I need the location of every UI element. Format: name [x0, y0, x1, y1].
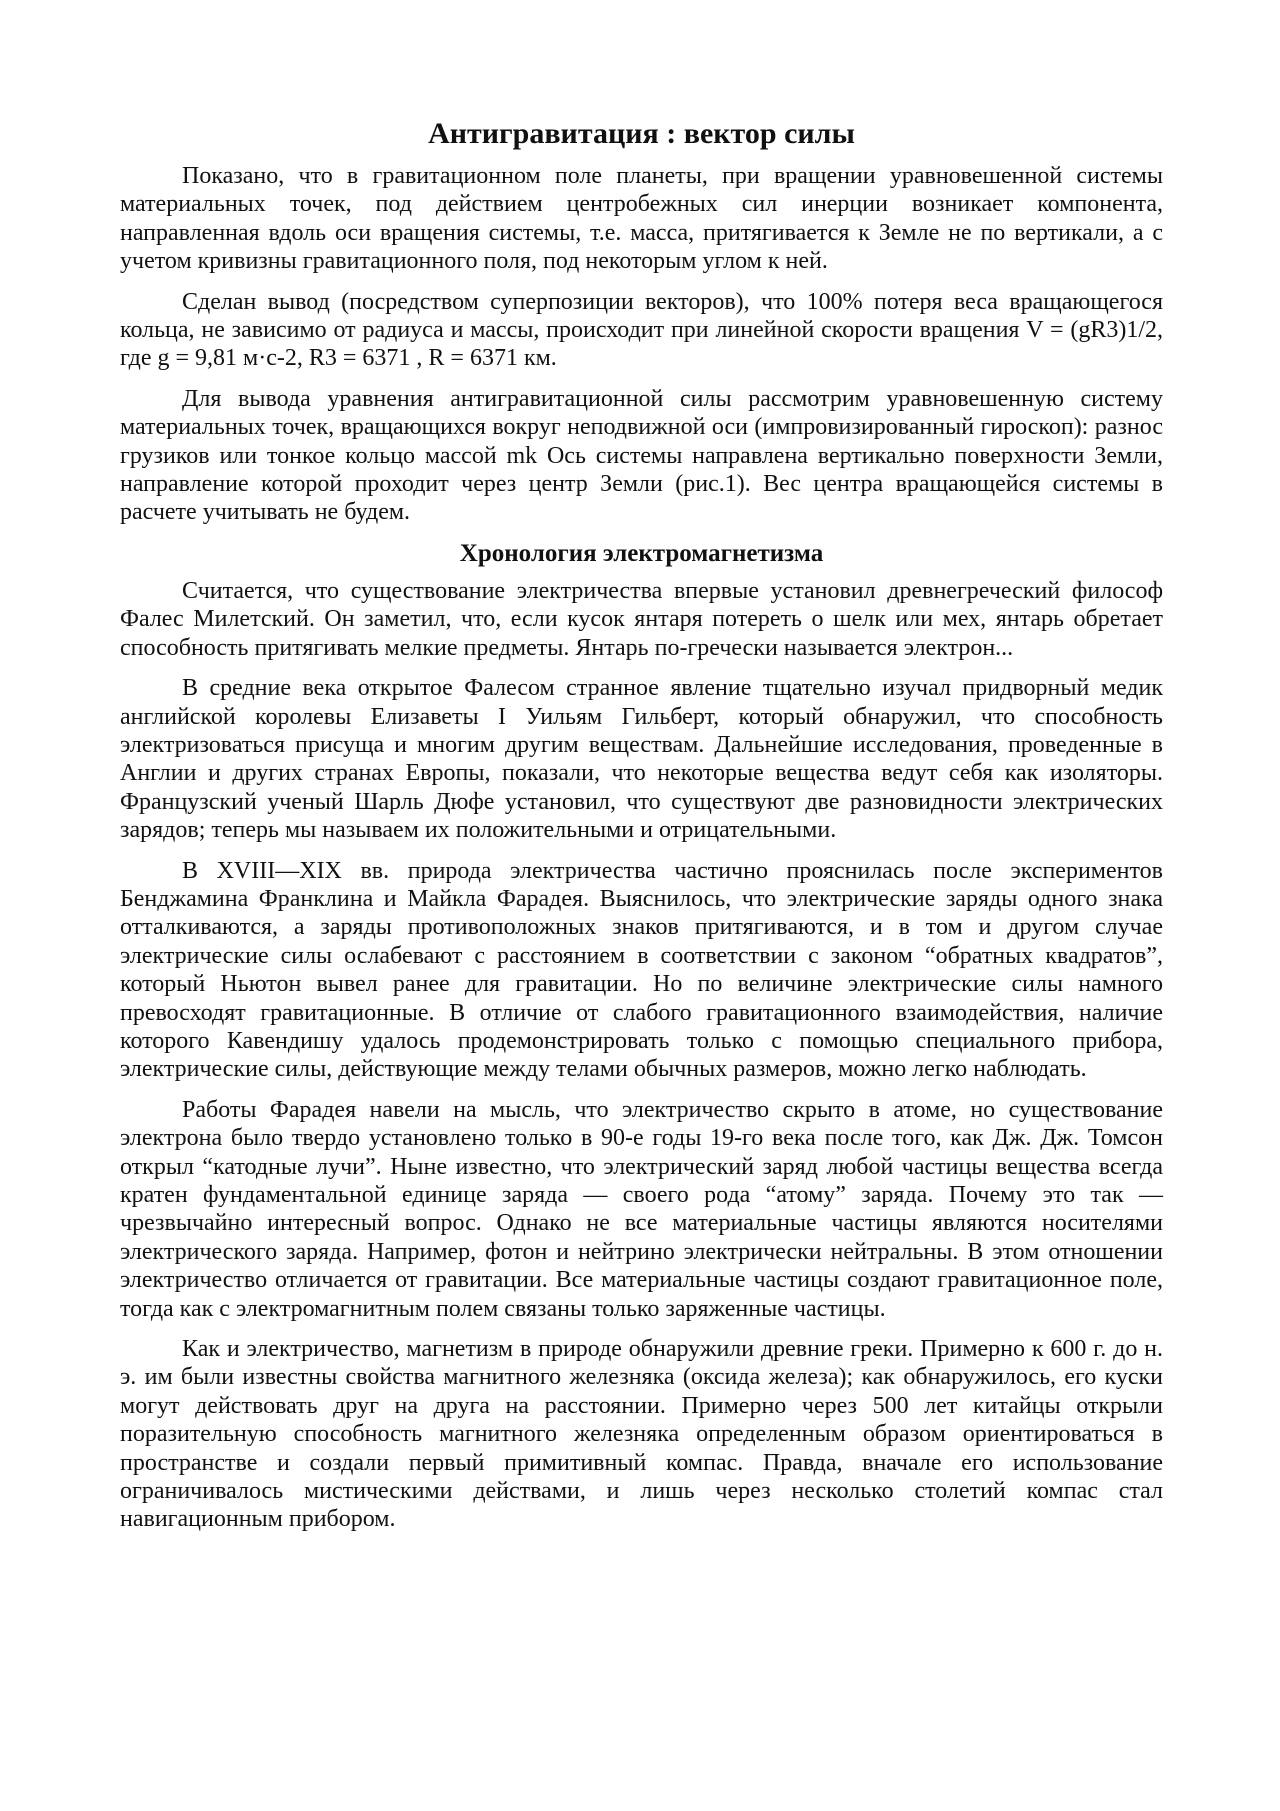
paragraph: В средние века открытое Фалесом странное явление тщательно изучал придворный медик английской королевы Елизаветы I Уильям Гильберт, который обнаружил, что способность электризоваться присуща и многим другим веществам. Дальнейшие исследования, проведенные в Англии и других странах Европы, показали, что некоторые вещества ведут себя как изоляторы. Французский ученый Шарль Дюфе установил, что существуют две разновидности электрических зарядов; теперь мы называем их положительными и отрицательными. [120, 675, 1163, 844]
paragraph: Для вывода уравнения антигравитационной силы рассмотрим уравновешенную систему материальных точек, вращающихся вокруг неподвижной оси (импровизированный гироскоп): разнос грузиков или тонкое кольцо массой mk Ось системы направлена вертикально поверхности Земли, направление которой проходит через центр Земли (рис.1). Вес центра вращающейся системы в расчете учитывать не будем. [120, 385, 1163, 526]
section-heading: Хронология электромагнетизма [459, 539, 824, 567]
paragraph: Работы Фарадея навели на мысль, что электричество скрыто в атоме, но существование электрона было твердо установлено только в 90-е годы 19-го века после того, как Дж. Дж. Томсон открыл “катодные лучи”. Ныне известно, что электрический заряд любой частицы вещества всегда кратен фундаментальной единице заряда — своего рода “атому” заряда. Почему это так — чрезвычайно интересный вопрос. Однако не все материальные частицы являются носителями электрического заряда. Например, фотон и нейтрино электрически нейтральны. В этом отношении электричество отличается от гравитации. Все материальные частицы создают гравитационное поле, тогда как с электромагнитным полем связаны только заряженные частицы. [120, 1096, 1163, 1322]
document-page [120, 116, 1163, 1546]
paragraph: В XVIII—XIX вв. природа электричества частично прояснилась после экспериментов Бенджамина Франклина и Майкла Фарадея. Выяснилось, что электрические заряды одного знака отталкиваются, а заряды противоположных знаков притягиваются, и в том и другом случае электрические силы ослабевают с расстоянием в соответствии с законом “обратных квадратов”, который Ньютон вывел ранее для гравитации. Но по величине электрические силы намного превосходят гравитационные. В отличие от слабого гравитационного взаимодействия, наличие которого Кавендишу удалось продемонстрировать только с помощью специального прибора, электрические силы, действующие между телами обычных размеров, можно легко наблюдать. [120, 857, 1163, 1083]
paragraph: Считается, что существование электричества впервые установил древнегреческий философ Фалес Милетский. Он заметил, что, если кусок янтаря потереть о шелк или мех, янтарь обретает способность притягивать мелкие предметы. Янтарь по-гречески называется электрон... [120, 577, 1163, 661]
paragraph: Показано, что в гравитационном поле планеты, при вращении уравновешенной системы материальных точек, под действием центробежных сил инерции возникает компонента, направленная вдоль оси вращения системы, т.е. масса, притягивается к Земле не по вертикали, а с учетом кривизны гравитационного поля, под некоторым углом к ней. [120, 163, 1163, 275]
paragraph: Сделан вывод (посредством суперпозиции векторов), что 100% потеря веса вращающегося кольца, не зависимо от радиуса и массы, происходит при линейной скорости вращения V = (gR3)1/2, где g = 9,81 м·с-2, R3 = 6371 , R = 6371 км. [120, 288, 1163, 372]
document-title: Антигравитация : вектор силы [428, 117, 855, 150]
paragraph: Как и электричество, магнетизм в природе обнаружили древние греки. Примерно к 600 г. до н. э. им были известны свойства магнитного железняка (оксида железа); как обнаружилось, его куски могут действовать друг на друга на расстоянии. Примерно через 500 лет китайцы открыли поразительную способность магнитного железняка определенным образом ориентироваться в пространстве и создали первый примитивный компас. Правда, вначале его использование ограничивалось мистическими действами, и лишь через несколько столетий компас стал навигационным прибором. [120, 1336, 1163, 1533]
